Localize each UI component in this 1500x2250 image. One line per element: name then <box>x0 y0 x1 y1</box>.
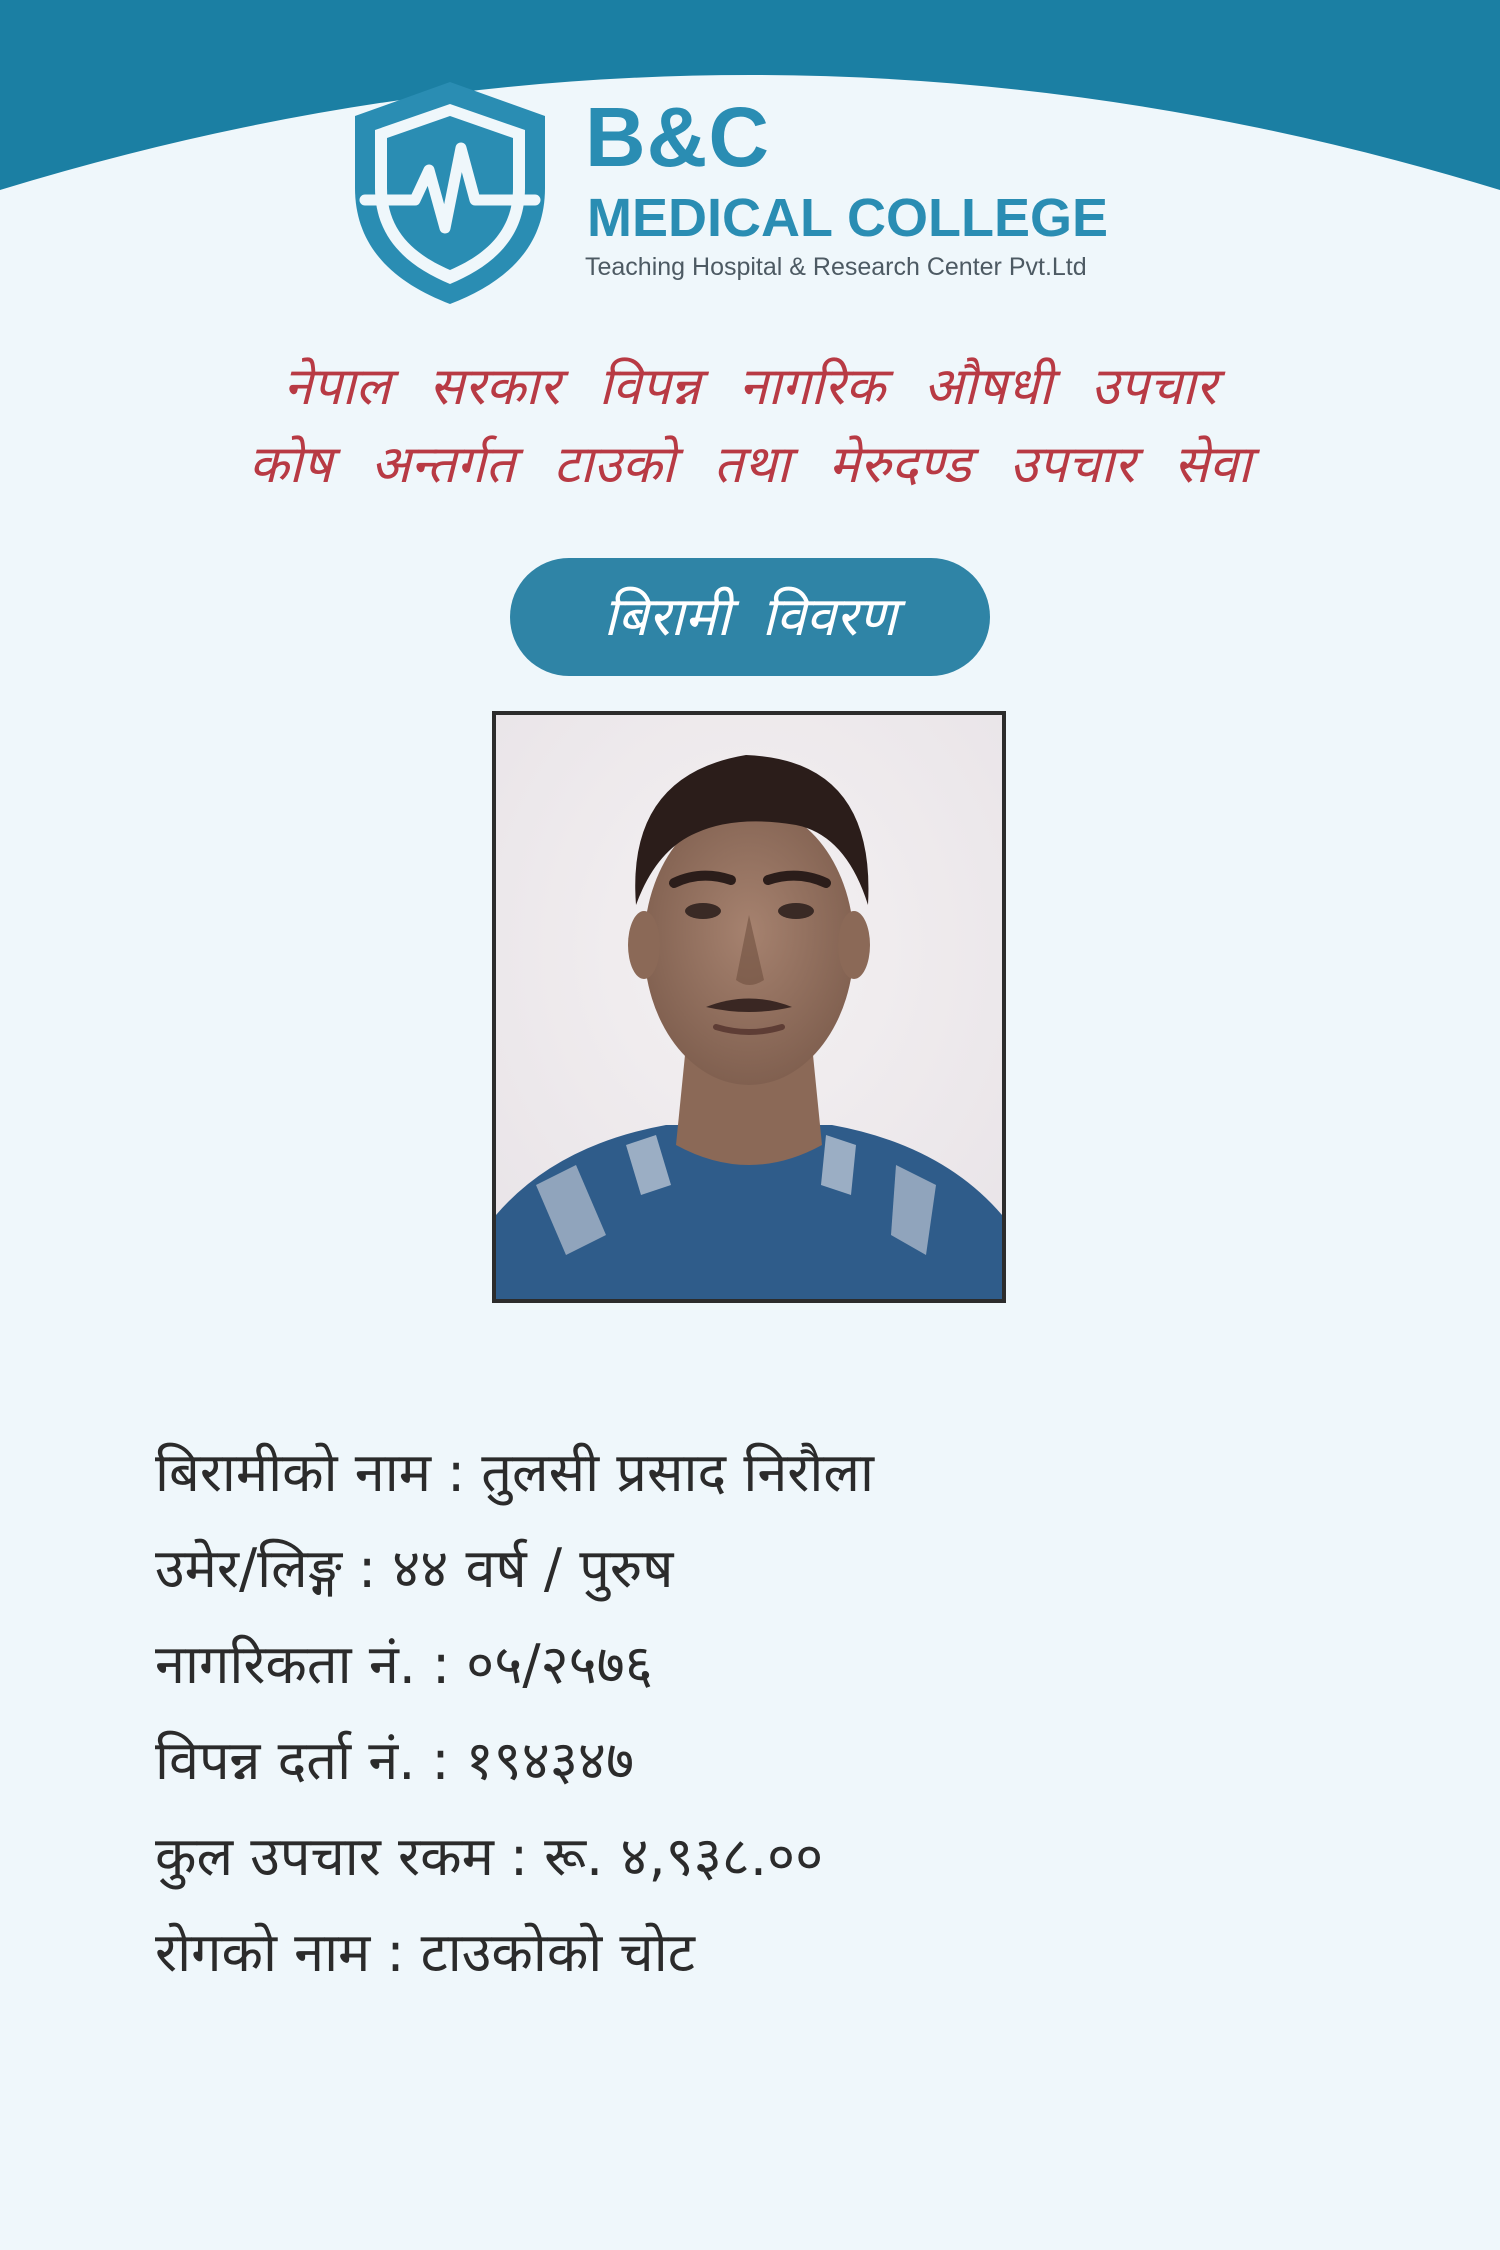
scheme-title-line-1: नेपाल सरकार विपन्न नागरिक औषधी उपचार <box>283 357 1217 417</box>
detail-row-disease <box>155 1905 1405 2001</box>
detail-separator: : <box>431 1633 451 1696</box>
detail-row-amount <box>155 1809 1405 1905</box>
detail-label: कुल उपचार रकम <box>155 1825 494 1888</box>
detail-row-citizenship <box>155 1617 1405 1713</box>
detail-separator: : <box>447 1441 466 1504</box>
patient-details <box>155 1425 1405 2001</box>
detail-separator: : <box>357 1537 377 1600</box>
detail-label: उमेर/लिङ्ग <box>155 1537 342 1600</box>
detail-row-age-gender <box>155 1521 1405 1617</box>
detail-value: टाउकोको चोट <box>420 1921 695 1984</box>
detail-value: तुलसी प्रसाद निरौला <box>481 1441 874 1504</box>
detail-label: विपन्न दर्ता नं. <box>155 1729 416 1792</box>
college-logo <box>345 78 1165 308</box>
patient-portrait-image <box>496 715 1002 1299</box>
patient-photo <box>492 711 1006 1303</box>
detail-separator: : <box>431 1729 450 1792</box>
brand-name: MEDICAL COLLEGE <box>587 188 1109 248</box>
detail-row-registration <box>155 1713 1405 1809</box>
detail-value: रू. ४,९३८.०० <box>544 1825 824 1888</box>
shield-heartbeat-icon <box>345 78 555 308</box>
detail-label: रोगको नाम <box>155 1921 371 1984</box>
detail-value: ०५/२५७६ <box>466 1633 653 1696</box>
brand-tagline: Teaching Hospital & Research Center Pvt.Ltd <box>585 253 1087 281</box>
detail-separator: : <box>386 1921 405 1984</box>
scheme-title-line-2: कोष अन्तर्गत टाउको तथा मेरुदण्ड उपचार सेवा <box>248 435 1252 495</box>
detail-row-name <box>155 1425 1405 1521</box>
detail-label: बिरामीको नाम <box>155 1441 432 1504</box>
section-title-badge: बिरामी विवरण <box>510 558 990 676</box>
brand-abbreviation: B&C <box>585 90 770 184</box>
detail-separator: : <box>509 1825 529 1888</box>
detail-value: १९४३४७ <box>465 1729 635 1792</box>
detail-label: नागरिकता नं. <box>155 1633 416 1696</box>
detail-value: ४४ वर्ष / पुरुष <box>392 1537 674 1600</box>
